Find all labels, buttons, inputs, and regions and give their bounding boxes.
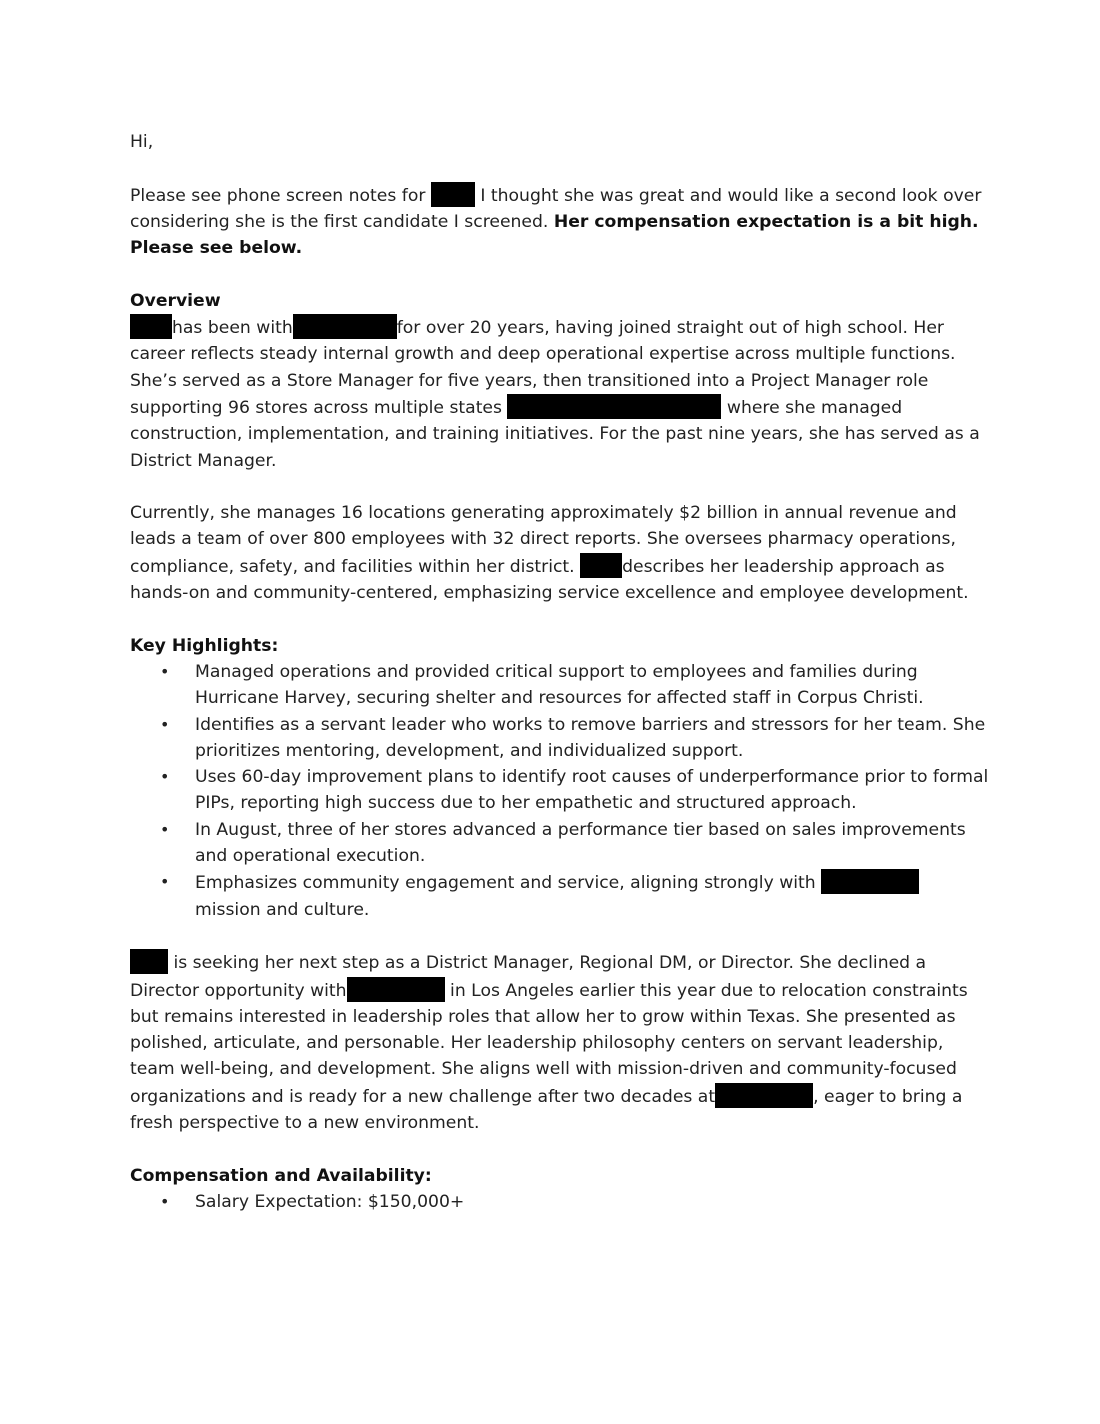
- highlight-item: [130, 869, 990, 923]
- redacted-candidate-name: [431, 182, 475, 207]
- intro-bold-note: Her compensation expectation is a bit high. Please see below.: [130, 211, 979, 259]
- highlight-item: • In August, three of her stores advanced a performance tier based on sales improvements and operational execution.: [130, 817, 990, 870]
- next-step-text-2: in Los Angeles earlier this year due to relocation constraints but remains interested in leadership roles that allow her to grow within Texas. She presented as polished, articulate, and personable. Her leadership philosophy centers on servant leadership, team well-being, and development. She aligns well with mission-driven and community-focused organizations and is ready for a new challenge after two decades at: [130, 980, 968, 1107]
- next-step-paragraph: [130, 949, 990, 1136]
- redacted-states: [507, 394, 721, 419]
- redacted-candidate-name: [580, 553, 622, 578]
- highlight-text-1: Emphasizes community engagement and service, aligning strongly with: [195, 873, 816, 894]
- overview-text-2: for over 20 years, having joined straight out of high school. Her career reflects steady internal growth and deep operational expertise across multiple functions. She’s served as a Store Manager for five years, then transitioned into a Project Manager role supporting 96 stores across multiple states: [130, 318, 956, 418]
- intro-paragraph: [130, 182, 990, 262]
- overview-text-1: has been with: [172, 318, 293, 339]
- next-step-text-1: is seeking her next step as a District Manager, Regional DM, or Director. She declined a Director opportunity with: [130, 953, 927, 1001]
- highlight-item: • Identifies as a servant leader who works to remove barriers and stressors for her team. She prioritizes mentoring, development, and individualized support.: [130, 712, 990, 765]
- redacted-company-name: [821, 869, 919, 894]
- highlights-heading: Key Highlights:: [130, 635, 279, 656]
- highlight-item: • Uses 60-day improvement plans to identify root causes of underperformance prior to formal PIPs, reporting high success due to her empathetic and structured approach.: [130, 764, 990, 817]
- next-step-text-3: , eager to bring a fresh perspective to a new environment.: [130, 1086, 963, 1133]
- compensation-item: • Salary Expectation: $150,000+: [130, 1189, 990, 1215]
- highlight-item: • Managed operations and provided critical support to employees and families during Hurricane Harvey, securing shelter and resources for affected staff in Corpus Christi.: [130, 659, 990, 712]
- redacted-candidate-name: [130, 949, 168, 974]
- spacer: [130, 155, 990, 181]
- overview-heading: Overview: [130, 290, 221, 311]
- compensation-list: [130, 1189, 990, 1215]
- redacted-candidate-name: [130, 314, 172, 339]
- redacted-company-name: [293, 314, 397, 339]
- spacer: [130, 1136, 990, 1162]
- overview-paragraph-1: [130, 314, 990, 474]
- redacted-company-name: [347, 977, 445, 1002]
- greeting: Hi,: [130, 132, 154, 152]
- redacted-company-name: [715, 1083, 813, 1108]
- highlight-text-2: mission and culture.: [195, 899, 370, 920]
- compensation-heading: Compensation and Availability:: [130, 1165, 432, 1186]
- overview-text-5: describes her leadership approach as hands-on and community-centered, emphasizing service excellence and employee development.: [130, 556, 969, 604]
- email-body: [130, 129, 990, 1215]
- highlights-list: [130, 659, 990, 923]
- overview-text-3: where she managed construction, implementation, and training initiatives. For the past nine years, she has served as a District Manager.: [130, 397, 980, 471]
- spacer: [130, 606, 990, 632]
- spacer: [130, 474, 990, 500]
- spacer: [130, 923, 990, 949]
- spacer: [130, 261, 990, 287]
- intro-text-2: I thought she was great and would like a second look over considering she is the first candidate I screened.: [130, 185, 982, 232]
- overview-paragraph-2: [130, 500, 990, 606]
- overview-text-4: Currently, she manages 16 locations generating approximately $2 billion in annual revenue and leads a team of over 800 employees with 32 direct reports. She oversees pharmacy operations, compliance, safety, and facilities within her district.: [130, 503, 957, 577]
- intro-text-1: Please see phone screen notes for: [130, 185, 426, 206]
